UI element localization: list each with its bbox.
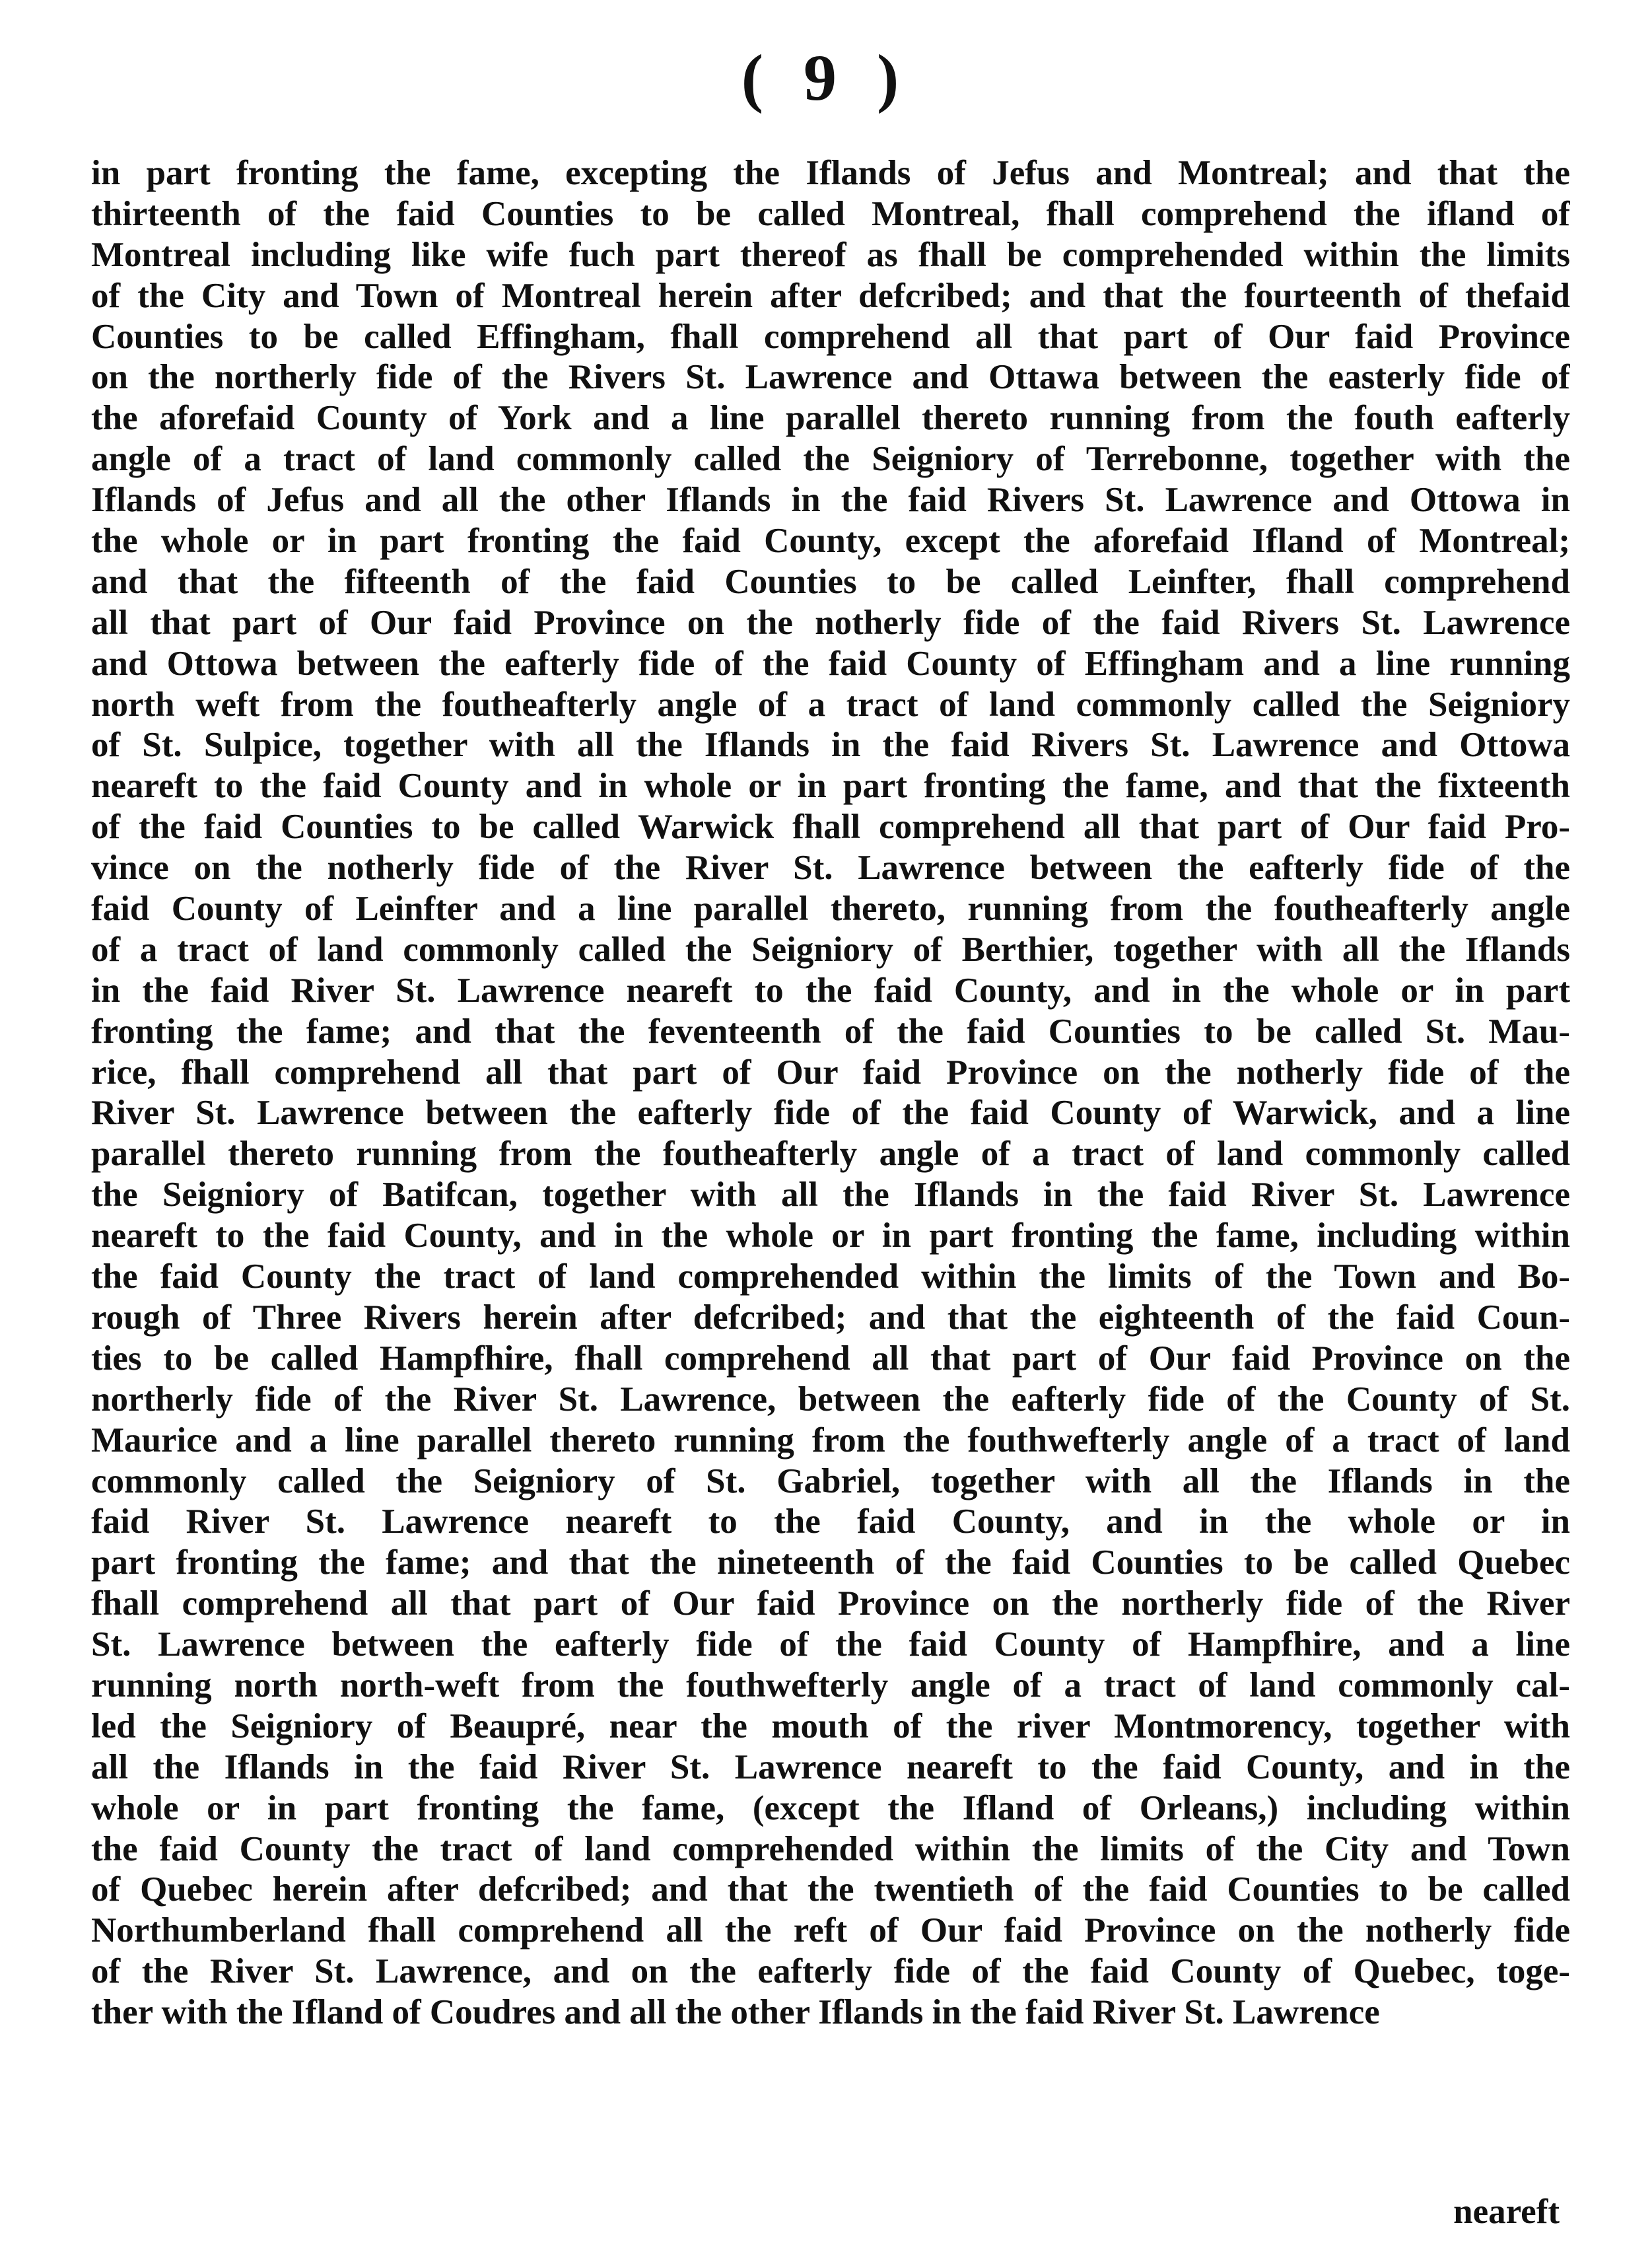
text-line: neareft to the faid County and in whole or in part fronting the fame, and that the fixteenth bbox=[91, 767, 1570, 806]
text-line: part fronting the fame; and that the nineteenth of the faid Counties to be called Quebec bbox=[91, 1543, 1570, 1582]
text-line: angle of a tract of land commonly called the Seigniory of Terrebonne, together with the bbox=[91, 440, 1570, 479]
text-line: neareft to the faid County, and in the whole or in part fronting the fame, including within bbox=[91, 1216, 1570, 1255]
page-number: ( 9 ) bbox=[741, 41, 911, 114]
text-line: faid River St. Lawrence neareft to the faid County, and in the whole or in bbox=[91, 1502, 1570, 1541]
text-line: River St. Lawrence between the eafterly fide of the faid County of Warwick, and a line bbox=[91, 1094, 1570, 1133]
text-line: of the City and Town of Montreal herein after defcribed; and that the fourteenth of thefaid bbox=[91, 276, 1570, 315]
text-line: vince on the notherly fide of the River St. Lawrence between the eafterly fide of the bbox=[91, 849, 1570, 888]
text-line: of a tract of land commonly called the Seigniory of Berthier, together with all the Iflands bbox=[91, 930, 1570, 969]
text-line: faid County of Leinfter and a line parallel thereto, running from the foutheafterly angle bbox=[91, 890, 1570, 929]
text-line: fronting the fame; and that the feventeenth of the faid Counties to be called St. Mau- bbox=[91, 1012, 1570, 1051]
text-line: the faid County the tract of land comprehended within the limits of the Town and Bo- bbox=[91, 1257, 1570, 1296]
catchword: neareft bbox=[1453, 2193, 1560, 2231]
text-line: St. Lawrence between the eafterly fide of the faid County of Hampfhire, and a line bbox=[91, 1625, 1570, 1664]
text-line: all that part of Our faid Province on the notherly fide of the faid Rivers St. Lawrence bbox=[91, 603, 1570, 642]
text-line: and Ottowa between the eafterly fide of the faid County of Effingham and a line running bbox=[91, 644, 1570, 683]
text-line: northerly fide of the River St. Lawrence, between the eafterly fide of the County of St. bbox=[91, 1380, 1570, 1419]
text-line: all the Iflands in the faid River St. Lawrence neareft to the faid County, and in the bbox=[91, 1747, 1570, 1786]
text-line: parallel thereto running from the foutheafterly angle of a tract of land commonly called bbox=[91, 1135, 1570, 1174]
text-line: Maurice and a line parallel thereto running from the fouthwefterly angle of a tract of land bbox=[91, 1421, 1570, 1460]
text-line: Montreal including like wife fuch part thereof as fhall be comprehended within the limits bbox=[91, 235, 1570, 274]
text-line: rice, fhall comprehend all that part of Our faid Province on the notherly fide of the bbox=[91, 1053, 1570, 1092]
text-line: on the northerly fide of the Rivers St. Lawrence and Ottawa between the easterly fide of bbox=[91, 358, 1570, 397]
text-line: fhall comprehend all that part of Our faid Province on the northerly fide of the River bbox=[91, 1584, 1570, 1623]
text-line: Counties to be called Effingham, fhall comprehend all that part of Our faid Province bbox=[91, 317, 1570, 356]
text-line: the aforefaid County of York and a line parallel thereto running from the fouth eafterly bbox=[91, 399, 1570, 438]
text-line: ties to be called Hampfhire, fhall comprehend all that part of Our faid Province on the bbox=[91, 1339, 1570, 1378]
text-line: led the Seigniory of Beaupré, near the mouth of the river Montmorency, together with bbox=[91, 1707, 1570, 1745]
text-line: Northumberland fhall comprehend all the reft of Our faid Province on the notherly fide bbox=[91, 1911, 1570, 1950]
text-line: running north north-weft from the fouthwefterly angle of a tract of land commonly cal- bbox=[91, 1666, 1570, 1705]
text-line: in part fronting the fame, excepting the Iflands of Jefus and Montreal; and that the bbox=[91, 154, 1570, 192]
text-line: north weft from the foutheafterly angle of a tract of land commonly called the Seigniory bbox=[91, 685, 1570, 724]
text-line: whole or in part fronting the fame, (except the Ifland of Orleans,) including within bbox=[91, 1788, 1570, 1827]
text-line: the whole or in part fronting the faid County, except the aforefaid Ifland of Montreal; bbox=[91, 522, 1570, 561]
text-line: and that the fifteenth of the faid Counties to be called Leinfter, fhall comprehend bbox=[91, 562, 1570, 601]
text-line: ther with the Ifland of Coudres and all the other Iflands in the faid River St. Lawrence bbox=[91, 1993, 1380, 2032]
text-line: in the faid River St. Lawrence neareft to the faid County, and in the whole or in part bbox=[91, 971, 1570, 1010]
text-line: commonly called the Seigniory of St. Gabriel, together with all the Iflands in the bbox=[91, 1461, 1570, 1500]
text-line: of St. Sulpice, together with all the Iflands in the faid Rivers St. Lawrence and Ottowa bbox=[91, 726, 1570, 765]
text-line: of Quebec herein after defcribed; and that the twentieth of the faid Counties to be called bbox=[91, 1870, 1570, 1909]
text-line: the faid County the tract of land comprehended within the limits of the City and Town bbox=[91, 1829, 1570, 1868]
text-line: the Seigniory of Batifcan, together with all the Iflands in the faid River St. Lawrence bbox=[91, 1176, 1570, 1214]
text-line: of the River St. Lawrence, and on the eafterly fide of the faid County of Quebec, toge- bbox=[91, 1952, 1570, 1991]
body-text bbox=[91, 153, 1570, 2033]
text-line: Iflands of Jefus and all the other Iflands in the faid Rivers St. Lawrence and Ottowa in bbox=[91, 481, 1570, 520]
text-line: of the faid Counties to be called Warwick fhall comprehend all that part of Our faid Pro- bbox=[91, 808, 1570, 847]
text-line: rough of Three Rivers herein after defcribed; and that the eighteenth of the faid Coun- bbox=[91, 1298, 1570, 1337]
text-line: thirteenth of the faid Counties to be called Montreal, fhall comprehend the ifland of bbox=[91, 194, 1570, 233]
